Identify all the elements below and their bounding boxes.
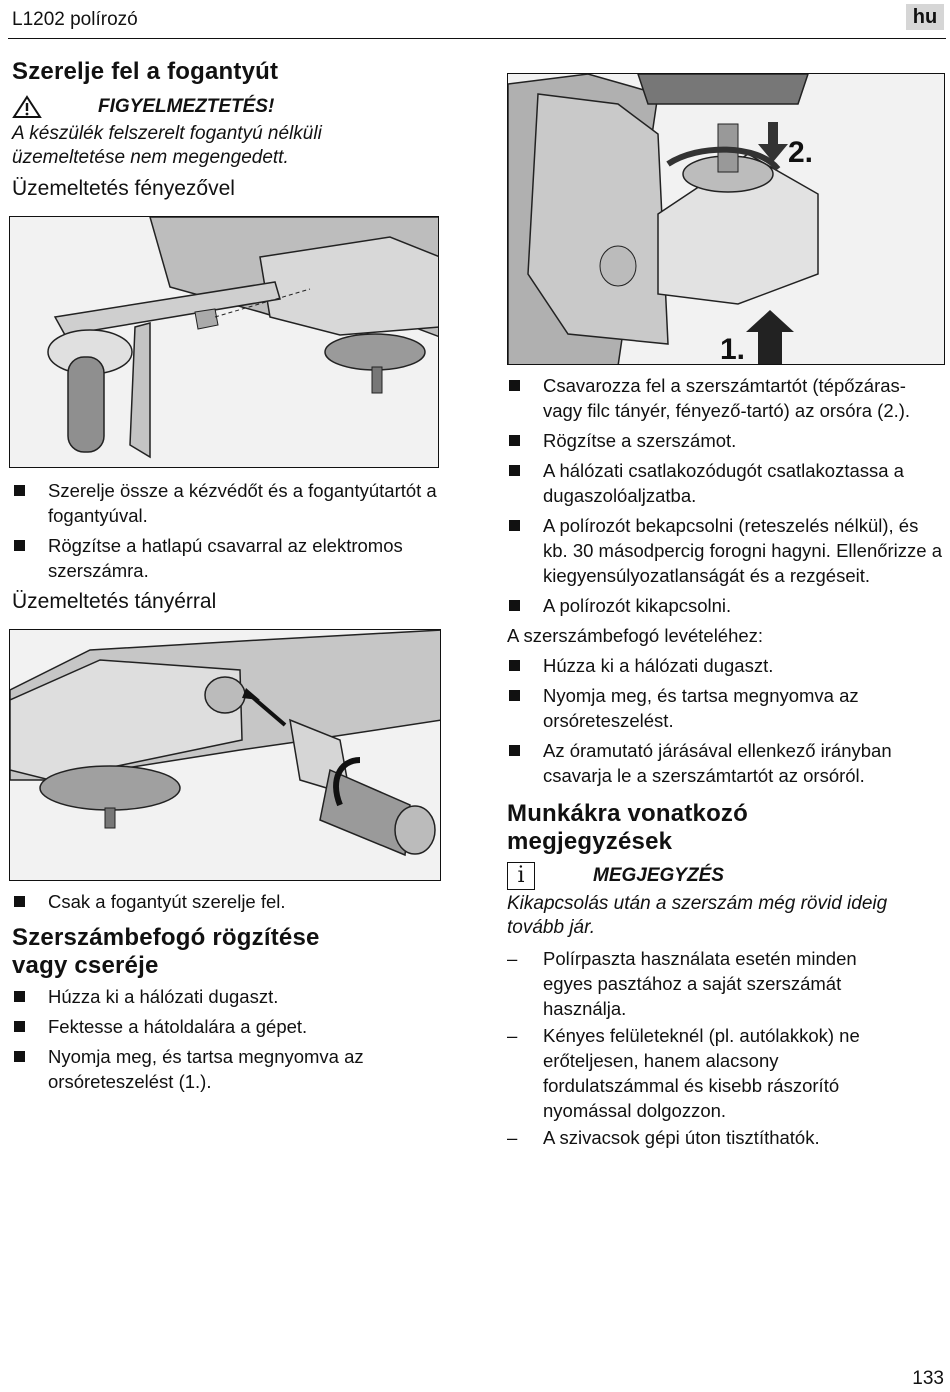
section-title-work-notes-line2: megjegyzések [507, 828, 673, 855]
plate-steps-list [12, 889, 452, 914]
list-item: Csavarozza fel a szerszámtartót (tépőzáras- vagy filc tányér, fényező-tartó) az orsóra (2.). [507, 373, 947, 423]
note-heading [507, 860, 947, 892]
work-notes-list [507, 946, 947, 1150]
mount-steps-list [507, 373, 947, 618]
section-title-handle: Szerelje fel a fogantyút [12, 58, 279, 85]
figure-label-step2: 2. [788, 136, 814, 169]
list-item: Szerelje össze a kézvédőt és a fogantyútartót a fogantyúval. [12, 478, 452, 528]
list-item: Rögzítse a szerszámot. [507, 428, 947, 453]
list-item: Húzza ki a hálózati dugaszt. [507, 653, 947, 678]
subsection-title-polisher: Üzemeltetés fényezővel [12, 177, 235, 200]
warning-text: A készülék felszerelt fogantyú nélküli üzemeltetése nem megengedett. [12, 123, 322, 168]
removal-intro: A szerszámbefogó levételéhez: [507, 625, 764, 646]
language-badge: hu [906, 4, 944, 30]
left-column [12, 58, 452, 1099]
info-icon: i [507, 862, 535, 890]
list-item: Csak a fogantyút szerelje fel. [12, 889, 452, 914]
note-title: MEGJEGYZÉS [593, 865, 724, 886]
polisher-steps-list [12, 478, 452, 583]
page-number: 133 [912, 1368, 944, 1389]
section-title-tool-holder-line2: vagy cseréje [12, 952, 159, 979]
list-item: Fektesse a hátoldalára a gépet. [12, 1014, 452, 1039]
list-item: A polírozót kikapcsolni. [507, 593, 947, 618]
list-item: – A szivacsok gépi úton tisztíthatók. [507, 1125, 947, 1150]
right-column [507, 73, 947, 1152]
list-item: – Polírpaszta használata esetén minden egyes pasztához a saját szerszámát használja. [507, 946, 903, 1021]
removal-steps-list [507, 653, 947, 788]
list-item: Nyomja meg, és tartsa megnyomva az orsóreteszelést (1.). [12, 1044, 368, 1094]
figure-spindle-mounting [507, 73, 945, 365]
list-item: Rögzítse a hatlapú csavarral az elektromos szerszámra. [12, 533, 452, 583]
tool-holder-steps-list [12, 984, 452, 1094]
list-item: A polírozót bekapcsolni (reteszelés nélkül), és kb. 30 másodpercig forogni hagyni. Ellenőrizze a kiegyensúlyozatlanságát és a rezgéseit. [507, 513, 947, 588]
header-divider [8, 38, 946, 39]
section-title-work-notes-line1: Munkákra vonatkozó [507, 800, 748, 827]
section-title-tool-holder-line1: Szerszámbefogó rögzítése [12, 924, 320, 951]
figure-handle-mounting [9, 216, 439, 468]
subsection-title-plate: Üzemeltetés tányérral [12, 590, 217, 613]
document-header-title: L1202 polírozó [12, 9, 138, 30]
note-text: Kikapcsolás után a szerszám még rövid ideig tovább jár. [507, 893, 888, 938]
warning-title: FIGYELMEZTETÉS! [98, 96, 275, 117]
warning-triangle-icon [12, 95, 42, 119]
list-item: Az óramutató járásával ellenkező irányban csavarja le a szerszámtartót az orsóról. [507, 738, 947, 788]
list-item: – Kényes felületeknél (pl. autólakkok) ne erőteljesen, hanem alacsony fordulatszámmal és kisebb rászorító nyomással dolgozzon. [507, 1023, 888, 1123]
list-item: A hálózati csatlakozódugót csatlakoztassa a dugaszolóaljzatba. [507, 458, 947, 508]
figure-handle-plate [9, 629, 441, 881]
figure-label-step1: 1. [720, 333, 746, 365]
list-item: Nyomja meg, és tartsa megnyomva az orsóreteszelést. [507, 683, 873, 733]
warning-heading [12, 92, 452, 122]
list-item: Húzza ki a hálózati dugaszt. [12, 984, 452, 1009]
